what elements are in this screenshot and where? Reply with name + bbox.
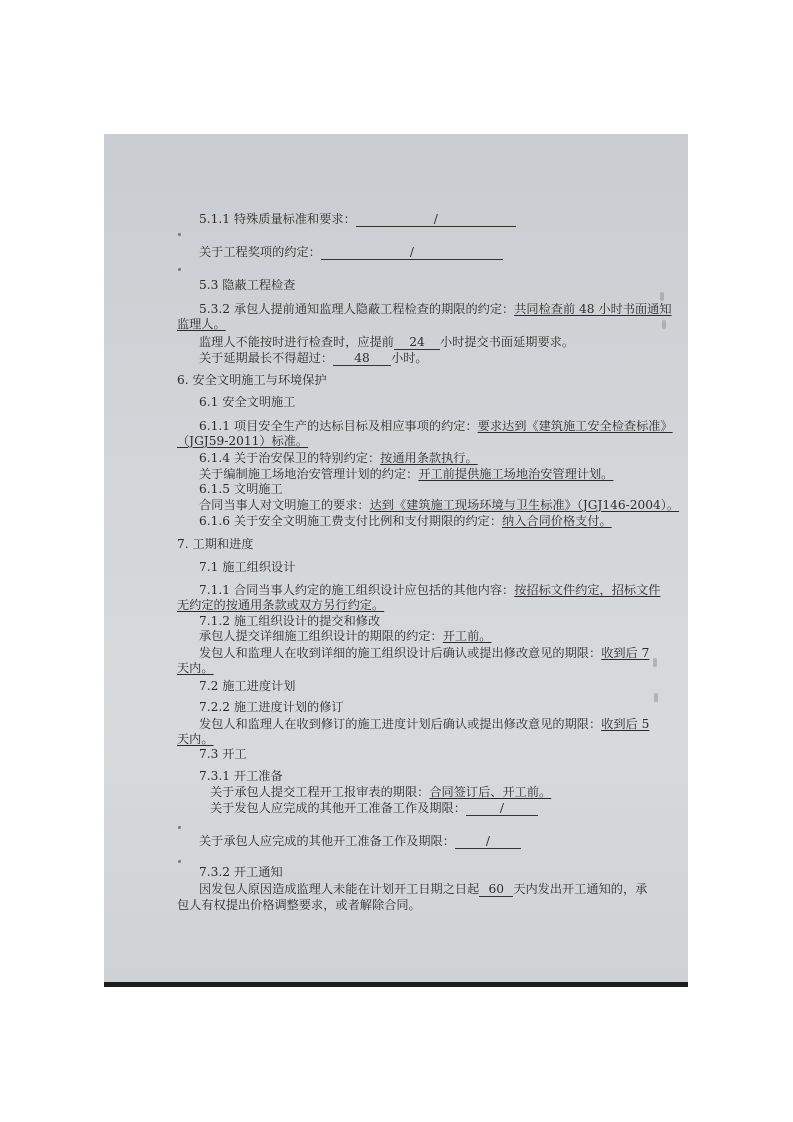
award-row xyxy=(199,245,503,260)
security-value: 按通用条款执行。 xyxy=(380,451,478,465)
safety-target-label: 6.1.1 项目安全生产的达标目标及相应事项的约定： xyxy=(199,419,478,433)
inspect-delay-post: 小时提交书面延期要求。 xyxy=(440,335,575,349)
org-design-submit-value: 开工前。 xyxy=(442,629,492,643)
security-label: 6.1.4 关于治安保卫的特别约定： xyxy=(199,451,381,465)
scan-smudge xyxy=(660,292,664,301)
civilized-construction-value: 达到《建筑施工现场环境与卫生标准》（JGJ146-2004）。 xyxy=(369,498,680,512)
schedule-confirm-row xyxy=(199,717,649,732)
site-security-plan-value: 开工前提供施工场地治安管理计划。 xyxy=(418,467,614,481)
org-design-content-value: 按招标文件约定，招标文件 xyxy=(514,583,661,597)
safety-fee-row xyxy=(199,514,612,529)
employer-prep-row xyxy=(210,801,538,816)
site-security-plan-row xyxy=(199,467,613,482)
scan-smudge xyxy=(653,658,657,667)
hidden-inspection-label: 5.3.2 承包人提前通知监理人隐蔽工程检查的期限的约定： xyxy=(199,302,515,316)
safety-target-value: 要求达到《建筑施工安全检查标准》 xyxy=(477,419,673,433)
margin-dot xyxy=(178,268,181,271)
inspect-delay-pre: 监理人不能按时进行检查时，应提前 xyxy=(199,335,394,349)
hidden-inspection-row xyxy=(199,302,672,317)
special-quality-label: 5.1.1 特殊质量标准和要求： xyxy=(199,212,356,226)
safety-fee-label: 6.1.6 关于安全文明施工费支付比例和支付期限的约定： xyxy=(199,514,503,528)
org-design-submit-row xyxy=(199,629,492,644)
section-6-heading: 6. 安全文明施工与环境保护 xyxy=(177,373,327,387)
org-design-confirm-row xyxy=(199,646,649,661)
safety-target-value-2: （JGJ59-2011）标准。 xyxy=(177,434,309,448)
schedule-confirm-value: 收到后 5 xyxy=(601,717,650,731)
margin-dot xyxy=(178,826,181,829)
max-extension-row xyxy=(199,351,428,366)
contractor-prep-value: / xyxy=(455,835,521,849)
start-notice-post: 天内发出开工通知的，承 xyxy=(513,882,648,896)
org-design-content-row-2 xyxy=(177,598,384,613)
employer-prep-value: / xyxy=(466,802,538,816)
margin-dot xyxy=(178,233,181,236)
schedule-confirm-value-2: 天内。 xyxy=(177,732,214,746)
start-notice-days: 60 xyxy=(479,883,513,897)
safety-target-row xyxy=(199,419,673,434)
org-design-confirm-value-2: 天内。 xyxy=(177,661,214,675)
org-design-confirm-row-2 xyxy=(177,661,214,676)
section-7-2-2-heading: 7.2.2 施工进度计划的修订 xyxy=(199,700,344,714)
org-design-content-label: 7.1.1 合同当事人约定的施工组织设计应包括的其他内容： xyxy=(199,583,515,597)
hidden-inspection-value-2: 监理人。 xyxy=(177,317,226,331)
max-extension-hours: 48 xyxy=(333,352,391,366)
security-row xyxy=(199,451,478,466)
start-notice-row xyxy=(199,882,647,897)
section-6-1-heading: 6.1 安全文明施工 xyxy=(199,395,296,409)
scan-smudge xyxy=(654,693,658,702)
start-notice-pre: 因发包人原因造成监理人未能在计划开工日期之日起 xyxy=(199,882,480,896)
award-label: 关于工程奖项的约定： xyxy=(199,245,321,259)
contractor-prep-row xyxy=(199,834,521,849)
inspect-delay-hours: 24 xyxy=(394,336,440,350)
page-bottom-shadow xyxy=(104,982,688,987)
schedule-confirm-row-2 xyxy=(177,732,214,747)
schedule-confirm-label: 发包人和监理人在收到修订的施工进度计划后确认或提出修改意见的期限： xyxy=(199,717,602,731)
start-report-value: 合同签订后、开工前。 xyxy=(429,785,552,799)
section-5-3-heading: 5.3 隐蔽工程检查 xyxy=(199,278,296,292)
civilized-construction-label: 合同当事人对文明施工的要求： xyxy=(199,498,370,512)
margin-dot xyxy=(178,860,181,863)
org-design-submit-label: 承包人提交详细施工组织设计的期限的约定： xyxy=(199,629,443,643)
org-design-content-value-2: 无约定的按通用条款或双方另行约定。 xyxy=(177,598,385,612)
start-notice-row-2: 包人有权提出价格调整要求，或者解除合同。 xyxy=(177,898,421,912)
employer-prep-label: 关于发包人应完成的其他开工准备工作及期限： xyxy=(210,801,466,815)
section-7-2-heading: 7.2 施工进度计划 xyxy=(199,679,296,693)
special-quality-row xyxy=(199,212,516,227)
max-extension-pre: 关于延期最长不得超过： xyxy=(199,351,334,365)
section-7-1-2-heading: 7.1.2 施工组织设计的提交和修改 xyxy=(199,614,381,628)
special-quality-value: / xyxy=(356,213,516,227)
section-7-3-2-heading: 7.3.2 开工通知 xyxy=(199,865,283,879)
safety-target-row-2 xyxy=(177,434,308,449)
inspect-delay-row xyxy=(199,335,574,350)
site-security-plan-label: 关于编制施工场地治安管理计划的约定： xyxy=(199,467,419,481)
org-design-confirm-value: 收到后 7 xyxy=(601,646,650,660)
section-7-heading: 7. 工期和进度 xyxy=(177,537,254,551)
hidden-inspection-row-2 xyxy=(177,317,226,332)
section-6-1-5-heading: 6.1.5 文明施工 xyxy=(199,482,283,496)
civilized-construction-row xyxy=(199,498,679,513)
org-design-confirm-label: 发包人和监理人在收到详细的施工组织设计后确认或提出修改意见的期限： xyxy=(199,646,602,660)
org-design-content-row xyxy=(199,583,660,598)
safety-fee-value: 纳入合同价格支付。 xyxy=(502,514,612,528)
hidden-inspection-value: 共同检查前 48 小时书面通知 xyxy=(514,302,672,316)
contractor-prep-label: 关于承包人应完成的其他开工准备工作及期限： xyxy=(199,834,455,848)
max-extension-post: 小时。 xyxy=(391,351,428,365)
scan-smudge xyxy=(662,320,666,329)
scanned-page xyxy=(104,134,688,986)
start-report-row xyxy=(210,785,551,800)
section-7-3-1-heading: 7.3.1 开工准备 xyxy=(199,769,283,783)
award-value: / xyxy=(321,246,503,260)
section-7-1-heading: 7.1 施工组织设计 xyxy=(199,560,296,574)
start-report-label: 关于承包人提交工程开工报审表的期限： xyxy=(210,785,430,799)
section-7-3-heading: 7.3 开工 xyxy=(199,747,247,761)
